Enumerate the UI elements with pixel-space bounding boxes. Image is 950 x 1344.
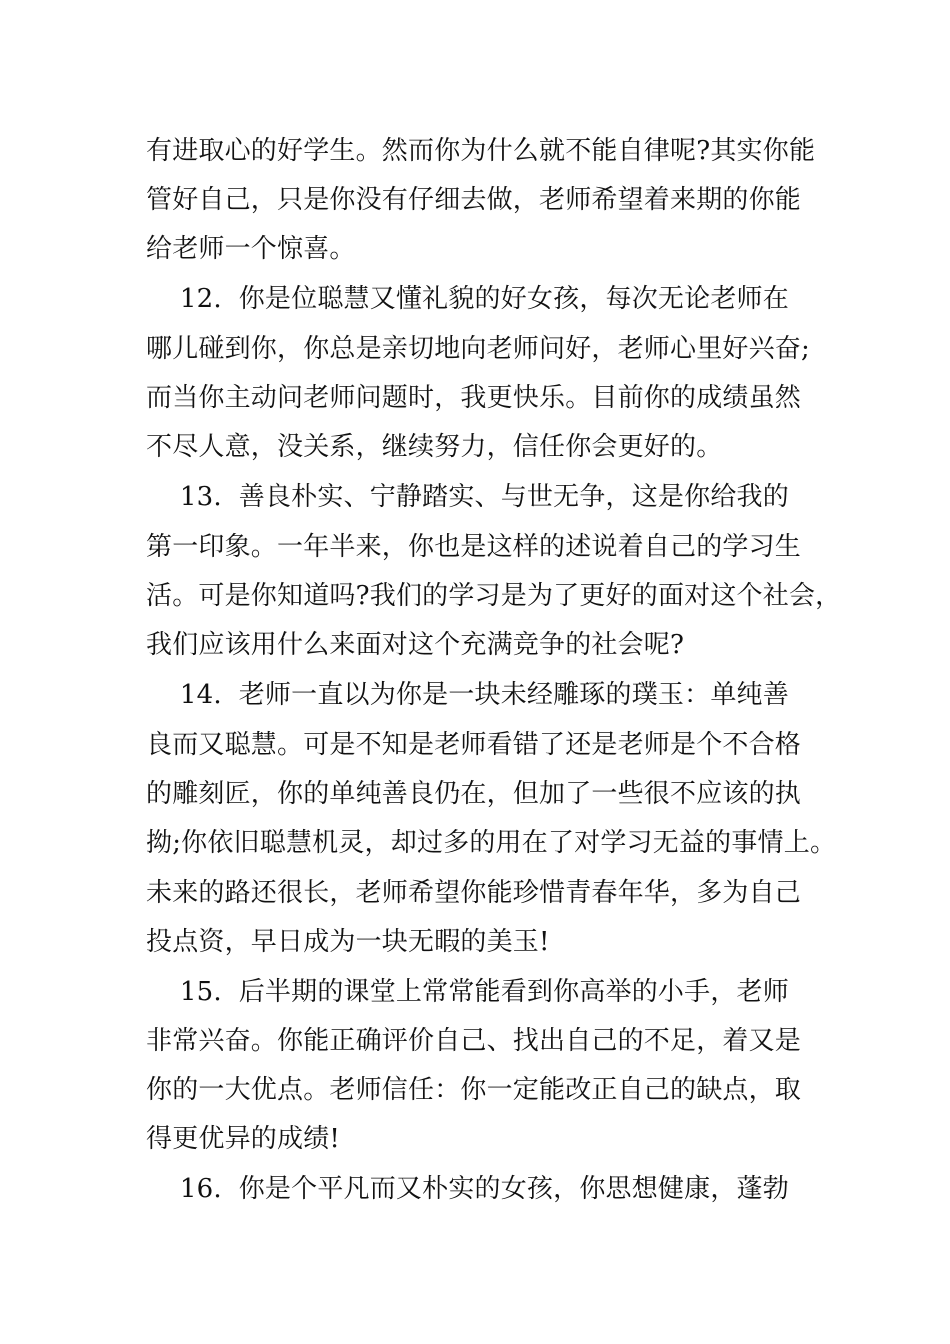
- text-line: 不尽人意，没关系，继续努力，信任你会更好的。: [146, 432, 723, 462]
- text-line: 而当你主动问老师问题时，我更快乐。目前你的成绩虽然: [146, 383, 802, 413]
- text-line: 的雕刻匠，你的单纯善良仍在，但加了一些很不应该的执: [146, 779, 802, 809]
- text-line: 12. 你是位聪慧又懂礼貌的好女孩，每次无论老师在: [146, 284, 789, 314]
- text-line: 有进取心的好学生。然而你为什么就不能自律呢?其实你能: [146, 136, 816, 166]
- text-line: 投点资，早日成为一块无暇的美玉!: [146, 927, 550, 957]
- text-line: 未来的路还很长，老师希望你能珍惜青春年华，多为自己: [146, 878, 802, 908]
- text-line: 管好自己，只是你没有仔细去做，老师希望着来期的你能: [146, 185, 802, 215]
- text-line: 14. 老师一直以为你是一块未经雕琢的璞玉：单纯善: [146, 680, 789, 710]
- text-line: 第一印象。一年半来，你也是这样的述说着自己的学习生: [146, 532, 802, 562]
- text-line: 拗;你依旧聪慧机灵，却过多的用在了对学习无益的事情上。: [146, 828, 837, 858]
- text-line: 良而又聪慧。可是不知是老师看错了还是老师是个不合格: [146, 730, 802, 760]
- text-line: 你的一大优点。老师信任：你一定能改正自己的缺点，取: [146, 1075, 802, 1105]
- text-line: 非常兴奋。你能正确评价自己、找出自己的不足，着又是: [146, 1026, 802, 1056]
- text-line: 得更优异的成绩!: [146, 1124, 341, 1154]
- text-line: 16. 你是个平凡而又朴实的女孩，你思想健康，蓬勃: [146, 1174, 789, 1204]
- text-line: 给老师一个惊喜。: [146, 234, 356, 264]
- text-line: 哪儿碰到你，你总是亲切地向老师问好，老师心里好兴奋;: [146, 334, 810, 364]
- text-line: 13. 善良朴实、宁静踏实、与世无争，这是你给我的: [146, 482, 789, 512]
- text-line: 活。可是你知道吗?我们的学习是为了更好的面对这个社会，: [146, 581, 842, 611]
- text-line: 15. 后半期的课堂上常常能看到你高举的小手，老师: [146, 977, 789, 1007]
- text-line: 我们应该用什么来面对这个充满竞争的社会呢?: [146, 630, 685, 660]
